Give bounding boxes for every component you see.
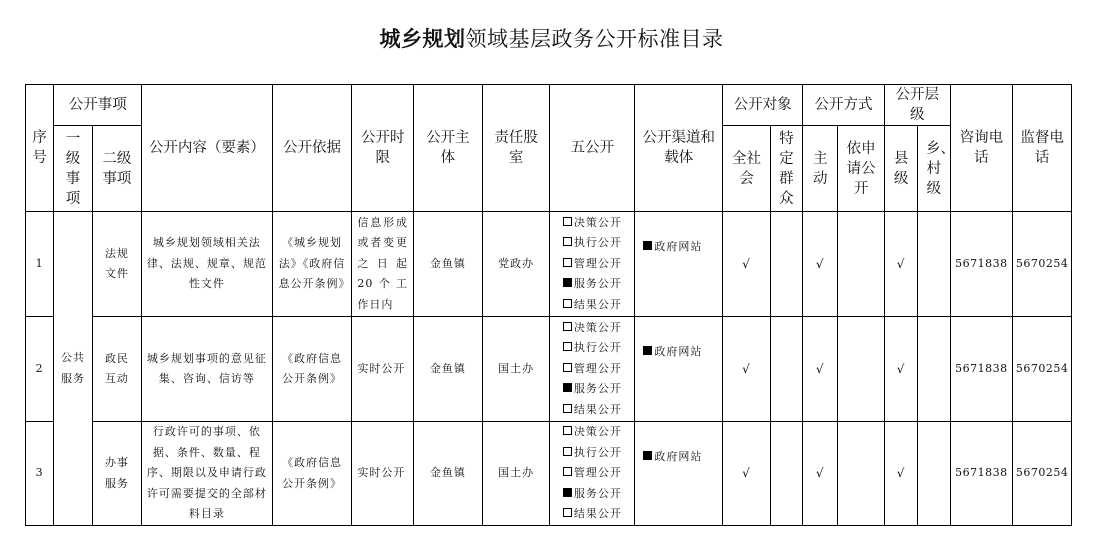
- cell-five-public: [550, 317, 635, 422]
- unchecked-box-icon: [563, 508, 572, 517]
- cell-consult: [950, 422, 1013, 526]
- five-public-label: 管理公开: [573, 256, 622, 270]
- five-public-label: 服务公开: [573, 382, 622, 396]
- five-public-label: 执行公开: [573, 341, 622, 355]
- unchecked-box-icon: [563, 447, 572, 456]
- header-method-group: 公开方式: [803, 85, 885, 126]
- checked-box-icon: [643, 241, 652, 250]
- cell-subject: [414, 317, 483, 422]
- cell-channel: [635, 317, 723, 422]
- unchecked-box-icon: [563, 299, 572, 308]
- five-public-option: [563, 463, 622, 484]
- unchecked-box-icon: [563, 467, 572, 476]
- cell-seq: [26, 212, 54, 317]
- header-level2: 二级事项: [92, 126, 142, 212]
- cell-supervise-text: 5670254: [1015, 361, 1069, 375]
- cell-dept-text: 党政办: [498, 256, 535, 270]
- title-rest: 领域基层政务公开标准目录: [465, 27, 724, 51]
- table-row: [26, 317, 1072, 422]
- unchecked-box-icon: [563, 217, 572, 226]
- header-seq: 序号: [26, 85, 54, 212]
- cell-time-limit-text: 实时公开: [357, 466, 406, 480]
- header-channel: 公开渠道和载体: [635, 85, 723, 212]
- five-public-option: [563, 504, 622, 525]
- checked-box-icon: [563, 278, 572, 287]
- cell-subject: [414, 422, 483, 526]
- cell-level1: [54, 212, 92, 526]
- unchecked-box-icon: [563, 426, 572, 435]
- cell-consult: [950, 212, 1013, 317]
- cell-level2: [92, 212, 142, 317]
- cell-dept: [482, 317, 550, 422]
- five-public-option: [563, 233, 622, 254]
- cell-level2-text: 办事服务: [104, 456, 129, 490]
- cell-consult: [950, 317, 1013, 422]
- unchecked-box-icon: [563, 363, 572, 372]
- cell-target-specific: [770, 212, 802, 317]
- header-items-group: 公开事项: [54, 85, 142, 126]
- cell-level1-text: 公共服务: [60, 351, 85, 385]
- title-bold: 城乡规划: [379, 27, 466, 51]
- cell-five-public: [550, 212, 635, 317]
- cell-level-county: [884, 317, 917, 422]
- channel-item: [635, 237, 722, 258]
- cell-target-all: [723, 317, 770, 422]
- cell-method-active: [803, 422, 838, 526]
- cell-time-limit: [352, 422, 414, 526]
- header-level1: 一级事项: [54, 126, 92, 212]
- cell-subject-text: 金鱼镇: [429, 256, 466, 270]
- cell-content-text: 行政许可的事项、依据、条件、数量、程序、期限以及申请行政许可需要提交的全部材料目录: [146, 425, 267, 521]
- five-public-list: [563, 213, 622, 316]
- five-public-option: [563, 422, 622, 443]
- page-title: [0, 24, 1103, 54]
- channel-item: [635, 342, 722, 363]
- five-public-label: 服务公开: [573, 486, 622, 500]
- header-basis: 公开依据: [272, 85, 352, 212]
- header-consult: 咨询电话: [950, 85, 1013, 212]
- cell-content-text: 城乡规划领域相关法律、法规、规章、规范性文件: [146, 236, 267, 291]
- five-public-option: [563, 213, 622, 234]
- header-time-limit: 公开时限: [352, 85, 414, 212]
- cell-target-specific: [770, 317, 802, 422]
- cell-subject: [414, 212, 483, 317]
- cell-level-county: [884, 212, 917, 317]
- cell-method-apply: [838, 317, 884, 422]
- five-public-label: 结果公开: [573, 402, 622, 416]
- cell-content: [142, 317, 272, 422]
- cell-basis-text: 《政府信息公开条例》: [281, 456, 342, 490]
- cell-time-limit-text: 信息形成或者变更之日起20个工作日内: [357, 215, 409, 311]
- cell-time-limit: [352, 317, 414, 422]
- cell-basis-text: 《城乡规划法》《政府信息公开条例》: [278, 236, 351, 291]
- cell-consult-text: 5671838: [955, 361, 1008, 375]
- cell-time-limit: [352, 212, 414, 317]
- cell-subject-text: 金鱼镇: [429, 361, 466, 375]
- cell-level-county-text: √: [896, 361, 906, 376]
- checked-box-icon: [643, 346, 652, 355]
- five-public-list: [563, 422, 622, 525]
- cell-basis: [272, 317, 352, 422]
- cell-level-township: [918, 317, 950, 422]
- channel-item: [635, 447, 722, 468]
- five-public-label: 结果公开: [573, 297, 622, 311]
- cell-level2: [92, 317, 142, 422]
- cell-five-public: [550, 422, 635, 526]
- header-level-group: 公开层级: [884, 85, 950, 126]
- cell-target-all: [723, 422, 770, 526]
- cell-seq-text: 2: [35, 361, 44, 375]
- table-row: [26, 212, 1072, 317]
- cell-level-township: [918, 422, 950, 526]
- header-supervise: 监督电话: [1013, 85, 1072, 212]
- cell-target-all-text: √: [742, 361, 751, 376]
- cell-level-county-text: √: [896, 256, 906, 271]
- table-body: [26, 212, 1072, 526]
- channel-label: 政府网站: [654, 450, 703, 463]
- five-public-option: [563, 379, 622, 400]
- checked-box-icon: [643, 451, 652, 460]
- five-public-label: 管理公开: [573, 361, 622, 375]
- five-public-label: 结果公开: [573, 507, 622, 521]
- cell-consult-text: 5671838: [955, 466, 1008, 480]
- header-row-1: [26, 85, 1072, 126]
- cell-content-text: 城乡规划事项的意见征集、咨询、信访等: [146, 351, 267, 385]
- cell-method-active: [803, 317, 838, 422]
- channel-label: 政府网站: [654, 240, 703, 253]
- cell-method-active-text: √: [815, 256, 825, 271]
- five-public-label: 决策公开: [573, 215, 622, 229]
- five-public-option: [563, 295, 622, 316]
- header-content: 公开内容（要素）: [142, 85, 272, 212]
- five-public-option: [563, 274, 622, 295]
- header-dept: 责任股室: [482, 85, 550, 212]
- cell-dept: [482, 212, 550, 317]
- cell-channel: [635, 422, 723, 526]
- five-public-label: 决策公开: [573, 425, 622, 439]
- header-target-all: 全社会: [723, 126, 770, 212]
- five-public-label: 管理公开: [573, 466, 622, 480]
- cell-time-limit-text: 实时公开: [357, 361, 406, 375]
- cell-level-township: [918, 212, 950, 317]
- cell-content: [142, 422, 272, 526]
- five-public-option: [563, 443, 622, 464]
- header-target-group: 公开对象: [723, 85, 803, 126]
- unchecked-box-icon: [563, 404, 572, 413]
- cell-content: [142, 212, 272, 317]
- five-public-option: [563, 338, 622, 359]
- cell-seq-text: 3: [35, 466, 44, 480]
- cell-level-county-text: √: [896, 466, 906, 481]
- cell-method-active-text: √: [815, 466, 825, 481]
- cell-method-apply: [838, 422, 884, 526]
- cell-level2-text: 政民互动: [104, 351, 129, 385]
- cell-dept: [482, 422, 550, 526]
- table-row: [26, 422, 1072, 526]
- catalog-table: [25, 84, 1072, 526]
- five-public-option: [563, 484, 622, 505]
- header-method-apply: 依申请公开: [838, 126, 884, 212]
- header-target-specific: 特定群众: [770, 126, 802, 212]
- five-public-option: [563, 318, 622, 339]
- cell-dept-text: 国土办: [498, 361, 535, 375]
- cell-supervise: [1013, 212, 1072, 317]
- cell-target-all-text: √: [742, 466, 751, 481]
- cell-target-specific: [770, 422, 802, 526]
- checked-box-icon: [563, 488, 572, 497]
- cell-level2: [92, 422, 142, 526]
- unchecked-box-icon: [563, 342, 572, 351]
- cell-method-active-text: √: [815, 361, 825, 376]
- cell-level-county: [884, 422, 917, 526]
- header-level-township: 乡、村级: [918, 126, 950, 212]
- cell-basis: [272, 212, 352, 317]
- cell-supervise-text: 5670254: [1015, 256, 1069, 270]
- five-public-label: 执行公开: [573, 445, 622, 459]
- cell-target-all: [723, 212, 770, 317]
- five-public-option: [563, 254, 622, 275]
- cell-channel: [635, 212, 723, 317]
- channel-label: 政府网站: [654, 345, 703, 358]
- cell-level2-text: 法规文件: [104, 246, 129, 280]
- header-method-active: 主动: [803, 126, 838, 212]
- cell-dept-text: 国土办: [498, 466, 535, 480]
- cell-subject-text: 金鱼镇: [429, 466, 466, 480]
- cell-seq-text: 1: [35, 256, 44, 270]
- header-subject: 公开主体: [414, 85, 483, 212]
- five-public-label: 决策公开: [573, 320, 622, 334]
- unchecked-box-icon: [563, 237, 572, 246]
- cell-seq: [26, 317, 54, 422]
- cell-seq: [26, 422, 54, 526]
- header-level-county: 县级: [884, 126, 917, 212]
- cell-method-apply: [838, 212, 884, 317]
- five-public-label: 服务公开: [573, 277, 622, 291]
- cell-basis-text: 《政府信息公开条例》: [281, 351, 342, 385]
- cell-basis: [272, 422, 352, 526]
- five-public-list: [563, 318, 622, 421]
- cell-supervise-text: 5670254: [1015, 466, 1069, 480]
- five-public-option: [563, 400, 622, 421]
- checked-box-icon: [563, 383, 572, 392]
- cell-supervise: [1013, 317, 1072, 422]
- cell-supervise: [1013, 422, 1072, 526]
- header-five: 五公开: [550, 85, 635, 212]
- unchecked-box-icon: [563, 258, 572, 267]
- five-public-label: 执行公开: [573, 236, 622, 250]
- cell-method-active: [803, 212, 838, 317]
- five-public-option: [563, 359, 622, 380]
- unchecked-box-icon: [563, 322, 572, 331]
- cell-consult-text: 5671838: [955, 256, 1008, 270]
- cell-target-all-text: √: [742, 256, 751, 271]
